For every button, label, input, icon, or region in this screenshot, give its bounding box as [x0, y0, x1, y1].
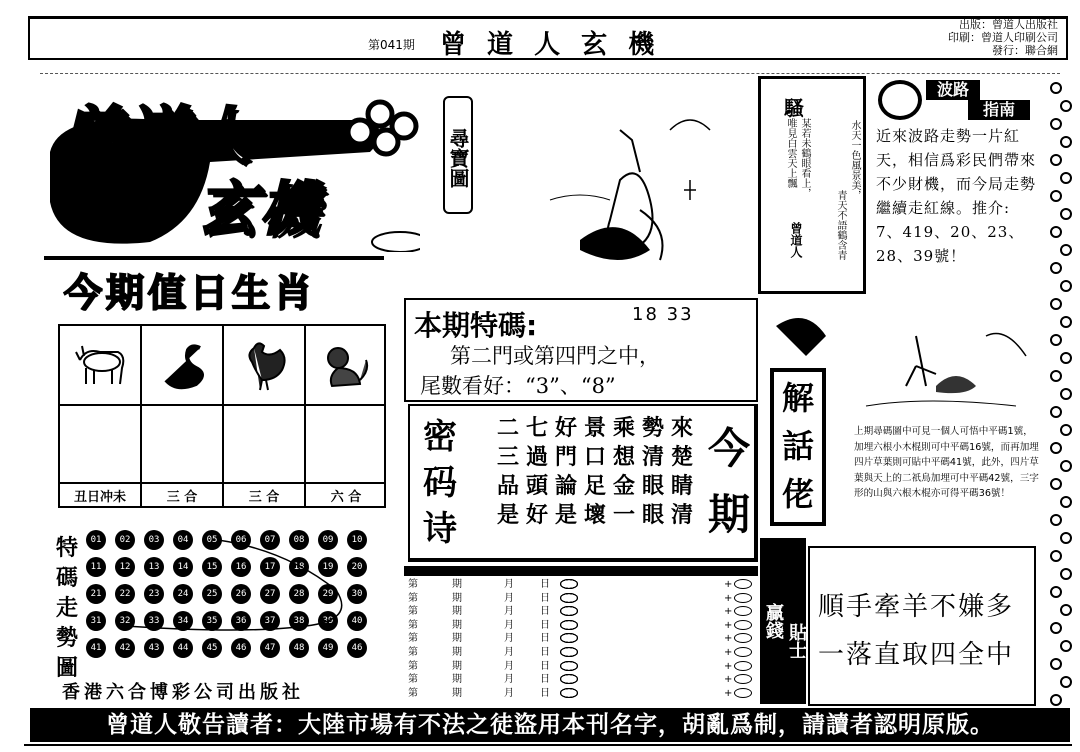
record-cell: 期	[452, 592, 462, 604]
blank-oval	[560, 633, 578, 643]
blank-oval	[560, 647, 578, 657]
number-ball: 12	[115, 557, 135, 577]
guide-body: 近來波路走勢一片紅天，相信爲彩民們帶來不少財機，而今局走勢繼續走紅線。推介: 7、419、20、23、28、39號！	[876, 127, 1037, 265]
record-cell: 第	[408, 687, 418, 699]
number-ball: 44	[173, 638, 193, 658]
number-ball: 36	[231, 611, 251, 631]
rooster-icon	[236, 336, 292, 394]
number-ball: 13	[144, 557, 164, 577]
record-cell: 第	[408, 660, 418, 672]
special-code-title: 本期特碼:	[414, 309, 538, 342]
row-divider	[60, 404, 384, 406]
number-ball: 49	[318, 638, 338, 658]
number-ball: 43	[144, 638, 164, 658]
column-divider	[304, 326, 306, 506]
record-cell: 日	[540, 687, 550, 699]
ox-icon	[72, 338, 128, 392]
number-ball: 38	[289, 611, 309, 631]
record-cell: 月	[504, 647, 514, 658]
number-ball: 28	[289, 584, 309, 604]
divider	[44, 256, 384, 260]
number-ball: 08	[289, 530, 309, 550]
record-cell: 日	[540, 619, 550, 631]
number-ball: 30	[347, 584, 367, 604]
number-ball: 33	[144, 611, 164, 631]
poem-column: 二 三 品 是	[496, 416, 519, 528]
win-tag: 贏錢	[760, 538, 786, 704]
blank-oval	[560, 620, 578, 630]
blank-oval	[560, 593, 578, 603]
record-ovals	[560, 620, 748, 631]
number-ball: 19	[318, 557, 338, 577]
coin-flower-icon	[348, 102, 416, 154]
snake-icon	[156, 340, 210, 392]
record-cell: 第	[408, 619, 418, 631]
blank-oval	[734, 661, 752, 671]
guide-tag: 波路	[926, 80, 980, 100]
number-ball: 03	[144, 530, 164, 550]
painting-poem: 青天不語鶴含青	[835, 190, 846, 260]
number-ball: 04	[173, 530, 193, 550]
logo-subtitle: 尋寶圖	[443, 96, 473, 214]
record-row	[408, 687, 756, 700]
blank-oval	[734, 647, 752, 657]
record-cell: 月	[504, 660, 514, 672]
number-ball: 18	[289, 557, 309, 577]
poem-title: 密码诗	[423, 417, 457, 549]
publisher-line: 印刷：曾道人印刷公司	[948, 31, 1058, 44]
logo-line-1: 曾道人	[60, 99, 253, 172]
slogan-line: 順手牽羊不嫌多	[818, 592, 1015, 622]
blank-oval	[560, 688, 578, 698]
record-row	[408, 646, 756, 659]
number-ball: 05	[202, 530, 222, 550]
number-ball: 34	[173, 611, 193, 631]
slogan-line: 一落直取四全中	[818, 640, 1015, 670]
painting-author: 曾道人	[789, 222, 803, 258]
record-ovals	[560, 688, 748, 699]
number-ball: 20	[347, 557, 367, 577]
record-cell: 期	[452, 633, 462, 645]
yin-yang-icon	[878, 80, 922, 120]
publisher-info	[908, 18, 1058, 57]
row-divider	[60, 482, 384, 484]
record-cell: 日	[540, 647, 550, 658]
column-divider	[222, 326, 224, 506]
poem-side-label: 今期	[708, 424, 751, 539]
zodiac-label: 三 合	[166, 490, 198, 505]
painting-poem: 某若未鶴眼看上，	[799, 118, 810, 198]
special-code-numbers: 18 33	[632, 304, 694, 325]
record-cell: 月	[504, 687, 514, 699]
record-plus: +	[724, 660, 733, 672]
zodiac-table	[58, 324, 386, 508]
record-table-header	[404, 566, 758, 576]
publisher-line: 出版：曾道人出版社	[959, 18, 1058, 31]
record-plus: +	[724, 687, 733, 699]
blank-oval	[734, 579, 752, 589]
guide-tag: 指南	[968, 100, 1030, 120]
number-ball: 27	[260, 584, 280, 604]
number-ball: 21	[86, 584, 106, 604]
number-ball: 29	[318, 584, 338, 604]
record-cell: 第	[408, 606, 418, 618]
record-cell: 月	[504, 619, 514, 631]
number-ball: 35	[202, 611, 222, 631]
record-plus: +	[724, 674, 733, 686]
number-ball: 01	[86, 530, 106, 550]
number-ball: 48	[289, 638, 309, 658]
record-cell: 期	[452, 619, 462, 631]
tip-tag: 貼士	[786, 538, 806, 704]
poem-column: 乘 想 金 一	[612, 416, 635, 528]
record-cell: 第	[408, 579, 418, 590]
number-ball: 26	[231, 584, 251, 604]
slogan-box	[808, 546, 1036, 706]
blank-oval	[734, 606, 752, 616]
number-ball: 46	[231, 638, 251, 658]
record-plus: +	[724, 647, 733, 658]
blank-oval	[560, 606, 578, 616]
issue-number: 第041期	[368, 38, 415, 52]
record-cell: 月	[504, 592, 514, 604]
number-ball: 15	[202, 557, 222, 577]
record-cell: 日	[540, 592, 550, 604]
divider	[40, 64, 1060, 74]
record-ovals	[560, 593, 748, 604]
number-ball: 23	[144, 584, 164, 604]
number-ball: 24	[173, 584, 193, 604]
number-ball: 41	[86, 638, 106, 658]
number-ball: 16	[231, 557, 251, 577]
number-ball: 17	[260, 557, 280, 577]
record-cell: 期	[452, 687, 462, 699]
record-plus: +	[724, 606, 733, 618]
number-ball: 46	[347, 638, 367, 658]
record-ovals	[560, 606, 748, 617]
number-ball: 32	[115, 611, 135, 631]
blank-oval	[734, 633, 752, 643]
blank-oval	[560, 579, 578, 589]
blank-oval	[734, 620, 752, 630]
decorative-border-icon	[1048, 80, 1074, 710]
special-code-hint: 第二門或第四門之中，	[450, 344, 660, 368]
record-cell: 期	[452, 674, 462, 686]
number-ball: 47	[260, 638, 280, 658]
number-ball: 06	[231, 530, 251, 550]
number-ball: 22	[115, 584, 135, 604]
number-ball: 40	[347, 611, 367, 631]
number-ball: 39	[318, 611, 338, 631]
record-cell: 月	[504, 633, 514, 645]
record-plus: +	[724, 619, 733, 631]
record-plus: +	[724, 633, 733, 645]
footer-notice: 曾道人敬告讀者：大陸市場有不法之徒盜用本刊名字，胡亂爲制，請讀者認明原版。	[30, 708, 1070, 742]
record-row	[408, 673, 756, 686]
blank-oval	[734, 688, 752, 698]
blank-oval	[734, 593, 752, 603]
record-ovals	[560, 647, 748, 658]
record-cell: 月	[504, 674, 514, 686]
crane-painting-icon	[540, 100, 750, 270]
number-ball: 31	[86, 611, 106, 631]
special-code-hint: 尾數看好：“3”、“8”	[420, 374, 616, 398]
record-row	[408, 592, 756, 605]
number-ball: 37	[260, 611, 280, 631]
trend-chart-grid	[86, 530, 386, 662]
publisher-line: 發行：聯合網	[992, 44, 1058, 57]
blank-oval	[734, 674, 752, 684]
poem-column: 來 楚 睛 清	[670, 416, 693, 528]
record-cell: 日	[540, 579, 550, 590]
trend-chart-title: 特碼走勢圖	[55, 536, 78, 681]
divider	[24, 744, 1072, 746]
monkey-icon	[318, 340, 372, 392]
number-ball: 07	[260, 530, 280, 550]
painting-poem: 水天一色風景美，	[849, 120, 860, 200]
logo-line-2: 玄機	[198, 175, 323, 243]
zodiac-label: 丑日冲未	[73, 490, 126, 505]
painting-poem: 唯見白雲天上飄	[785, 118, 796, 188]
record-ovals	[560, 579, 748, 590]
ingot-icon	[372, 232, 420, 252]
record-cell: 期	[452, 647, 462, 658]
blank-oval	[560, 661, 578, 671]
record-cell: 第	[408, 647, 418, 658]
zodiac-label: 六 合	[330, 490, 362, 505]
record-row	[408, 660, 756, 673]
poem-column: 七 過 頭 好	[525, 416, 548, 528]
record-cell: 期	[452, 660, 462, 672]
poem-column: 好 門 論 是	[554, 416, 577, 528]
number-ball: 02	[115, 530, 135, 550]
number-ball: 09	[318, 530, 338, 550]
record-cell: 期	[452, 606, 462, 618]
number-ball: 14	[173, 557, 193, 577]
record-cell: 第	[408, 592, 418, 604]
record-row	[408, 578, 756, 591]
column-divider	[140, 326, 142, 506]
record-cell: 月	[504, 606, 514, 618]
record-cell: 第	[408, 633, 418, 645]
record-ovals	[560, 633, 748, 644]
number-ball: 45	[202, 638, 222, 658]
record-cell: 第	[408, 674, 418, 686]
painting-title: 騷	[784, 96, 804, 120]
record-plus: +	[724, 592, 733, 604]
record-row	[408, 619, 756, 632]
zodiac-title: 今期值日生肖	[64, 271, 317, 315]
number-ball: 25	[202, 584, 222, 604]
record-cell: 日	[540, 660, 550, 672]
zodiac-label: 三 合	[248, 490, 280, 505]
record-ovals	[560, 674, 748, 685]
trend-line	[86, 530, 386, 662]
poem-column: 景 口 足 壞	[583, 416, 606, 528]
record-cell: 月	[504, 579, 514, 590]
record-cell: 日	[540, 674, 550, 686]
record-row	[408, 605, 756, 618]
record-cell: 日	[540, 633, 550, 645]
publisher-name: 香港六合博彩公司出版社	[62, 682, 304, 703]
talk-title: 解話佬	[781, 379, 814, 513]
record-plus: +	[724, 579, 733, 590]
record-row	[408, 632, 756, 645]
blank-oval	[560, 674, 578, 684]
record-cell: 期	[452, 579, 462, 590]
number-ball: 10	[347, 530, 367, 550]
record-cell: 日	[540, 606, 550, 618]
poem-column: 勢 清 眼 眼	[641, 416, 664, 528]
number-ball: 42	[115, 638, 135, 658]
hint-text: 上期尋碼圖中可見一個人可悟中平碼1號，加埋六根小木棍則可中平碼16號，而再加埋四片草葉則可貼中平碼41號，此外，四片草葉與天上的二祇鳥加埋可中平碼42號，三字形的山與六根木棍亦可得平碼36號！	[854, 426, 1039, 499]
record-ovals	[560, 661, 748, 672]
header-title: 曾 道 人 玄 機	[440, 30, 661, 60]
number-ball: 11	[86, 557, 106, 577]
